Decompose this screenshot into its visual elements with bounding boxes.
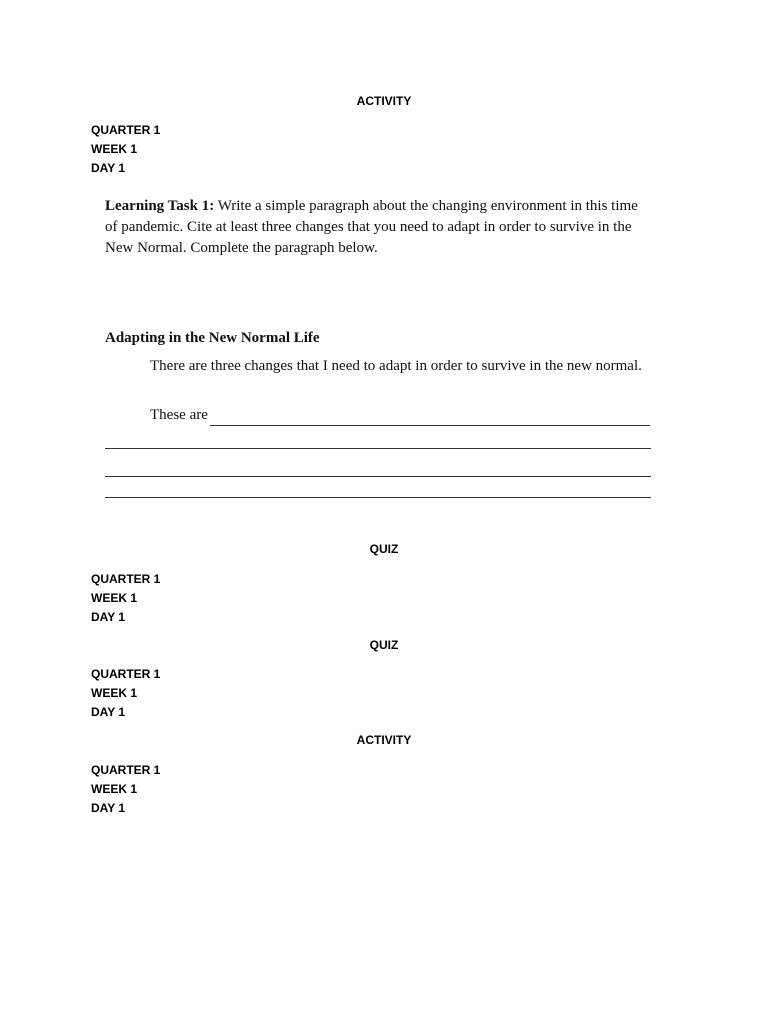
- section-heading-quiz: QUIZ: [369, 638, 399, 652]
- answer-blank[interactable]: [105, 497, 651, 498]
- day-label: DAY 1: [91, 705, 126, 719]
- answer-blank[interactable]: [105, 476, 651, 477]
- section-meta: [91, 665, 160, 722]
- learning-task-text: Write a simple paragraph about the changing environment in this time of pandemic. Cite at least three changes that you need to adapt in order to survive in the New Normal. Complete the paragraph below.: [105, 198, 638, 256]
- these-are-line: [150, 405, 650, 426]
- learning-task-paragraph: [105, 196, 653, 259]
- week-label: WEEK 1: [91, 142, 138, 156]
- adapting-intro: [105, 356, 653, 377]
- week-label: WEEK 1: [91, 591, 138, 605]
- section-meta: [91, 121, 160, 178]
- quarter-label: QUARTER 1: [91, 123, 161, 137]
- day-label: DAY 1: [91, 610, 126, 624]
- section-heading-quiz: QUIZ: [369, 542, 399, 556]
- section-heading-activity: ACTIVITY: [356, 733, 412, 747]
- adapting-title: Adapting in the New Normal Life: [105, 330, 320, 346]
- learning-task-label: Learning Task 1:: [105, 198, 215, 214]
- answer-blank[interactable]: [105, 448, 651, 449]
- week-label: WEEK 1: [91, 686, 138, 700]
- quarter-label: QUARTER 1: [91, 763, 161, 777]
- day-label: DAY 1: [91, 801, 126, 815]
- quarter-label: QUARTER 1: [91, 572, 161, 586]
- week-label: WEEK 1: [91, 782, 138, 796]
- these-are-prompt: These are: [150, 407, 208, 423]
- section-meta: [91, 761, 160, 818]
- day-label: DAY 1: [91, 161, 126, 175]
- quarter-label: QUARTER 1: [91, 667, 161, 681]
- answer-blank[interactable]: [210, 410, 650, 426]
- adapting-intro-text: There are three changes that I need to adapt in order to survive in the new normal.: [150, 358, 642, 374]
- section-heading-activity: ACTIVITY: [356, 94, 412, 108]
- section-meta: [91, 570, 160, 627]
